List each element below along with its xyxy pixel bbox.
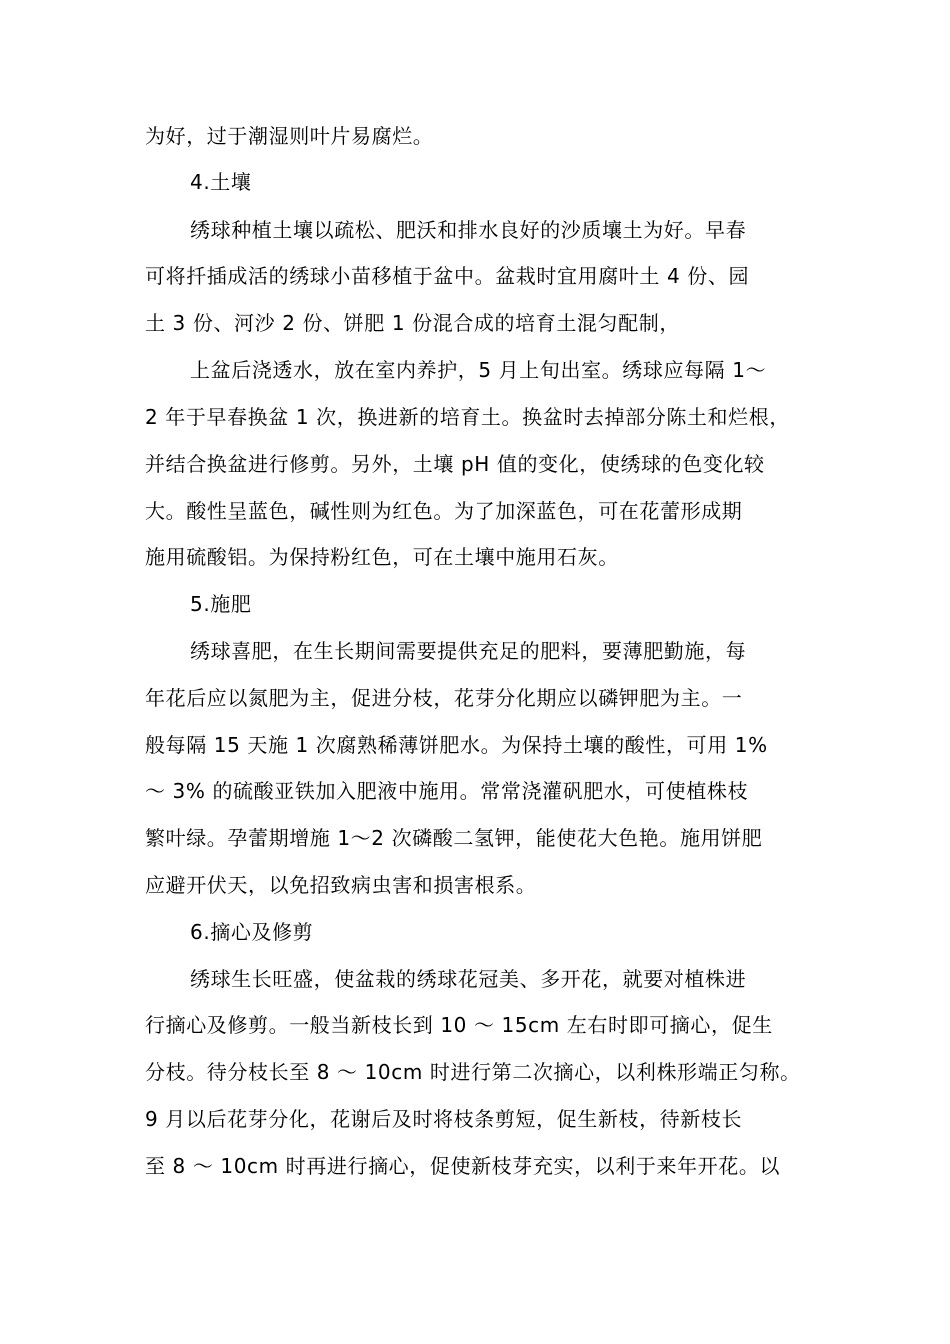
section-heading-soil: 4.土壤 <box>190 170 252 194</box>
text-line: 行摘心及修剪。一般当新枝长到 10 ～ 15cm 左右时即可摘心，促生 <box>145 1013 773 1037</box>
section-heading-fertilizer: 5.施肥 <box>190 592 252 616</box>
text-line: 为好，过于潮湿则叶片易腐烂。 <box>145 124 434 148</box>
text-line: 施用硫酸铝。为保持粉红色，可在土壤中施用石灰。 <box>145 545 619 569</box>
text-line: 2 年于早春换盆 1 次，换进新的培育土。换盆时去掉部分陈土和烂根， <box>145 405 790 429</box>
text-line: 至 8 ～ 10cm 时再进行摘心，促使新枝芽充实，以利于来年开花。以 <box>145 1154 781 1178</box>
text-line: 般每隔 15 天施 1 次腐熟稀薄饼肥水。为保持土壤的酸性，可用 1% <box>145 733 768 757</box>
text-line: 绣球喜肥，在生长期间需要提供充足的肥料，要薄肥勤施，每 <box>190 639 747 663</box>
text-line: 大。酸性呈蓝色，碱性则为红色。为了加深蓝色，可在花蕾形成期 <box>145 499 743 523</box>
text-line: 土 3 份、河沙 2 份、饼肥 1 份混合成的培育土混匀配制， <box>145 311 680 335</box>
text-line: 绣球生长旺盛，使盆栽的绣球花冠美、多开花，就要对植株进 <box>190 967 747 991</box>
text-line: 繁叶绿。孕蕾期增施 1～2 次磷酸二氢钾，能使花大色艳。施用饼肥 <box>145 826 763 850</box>
text-line: 绣球种植土壤以疏松、肥沃和排水良好的沙质壤土为好。早春 <box>190 218 747 242</box>
text-line: 分枝。待分枝长至 8 ～ 10cm 时进行第二次摘心，以利株形端正匀称。 <box>145 1060 801 1084</box>
text-line: 9 月以后花芽分化，花谢后及时将枝条剪短，促生新枝，待新枝长 <box>145 1107 743 1131</box>
text-line: 可将扦插成活的绣球小苗移植于盆中。盆栽时宜用腐叶土 4 份、园 <box>145 264 750 288</box>
text-line: 年花后应以氮肥为主，促进分枝，花芽分化期应以磷钾肥为主。一 <box>145 686 743 710</box>
section-heading-pruning: 6.摘心及修剪 <box>190 920 314 944</box>
text-line: 应避开伏天，以免招致病虫害和损害根系。 <box>145 873 537 897</box>
text-line: ～ 3% 的硫酸亚铁加入肥液中施用。常常浇灌矾肥水，可使植株枝 <box>145 779 749 803</box>
text-line: 上盆后浇透水，放在室内养护，5 月上旬出室。绣球应每隔 1～ <box>190 358 767 382</box>
text-line: 并结合换盆进行修剪。另外，土壤 pH 值的变化，使绣球的色变化较 <box>145 452 765 476</box>
